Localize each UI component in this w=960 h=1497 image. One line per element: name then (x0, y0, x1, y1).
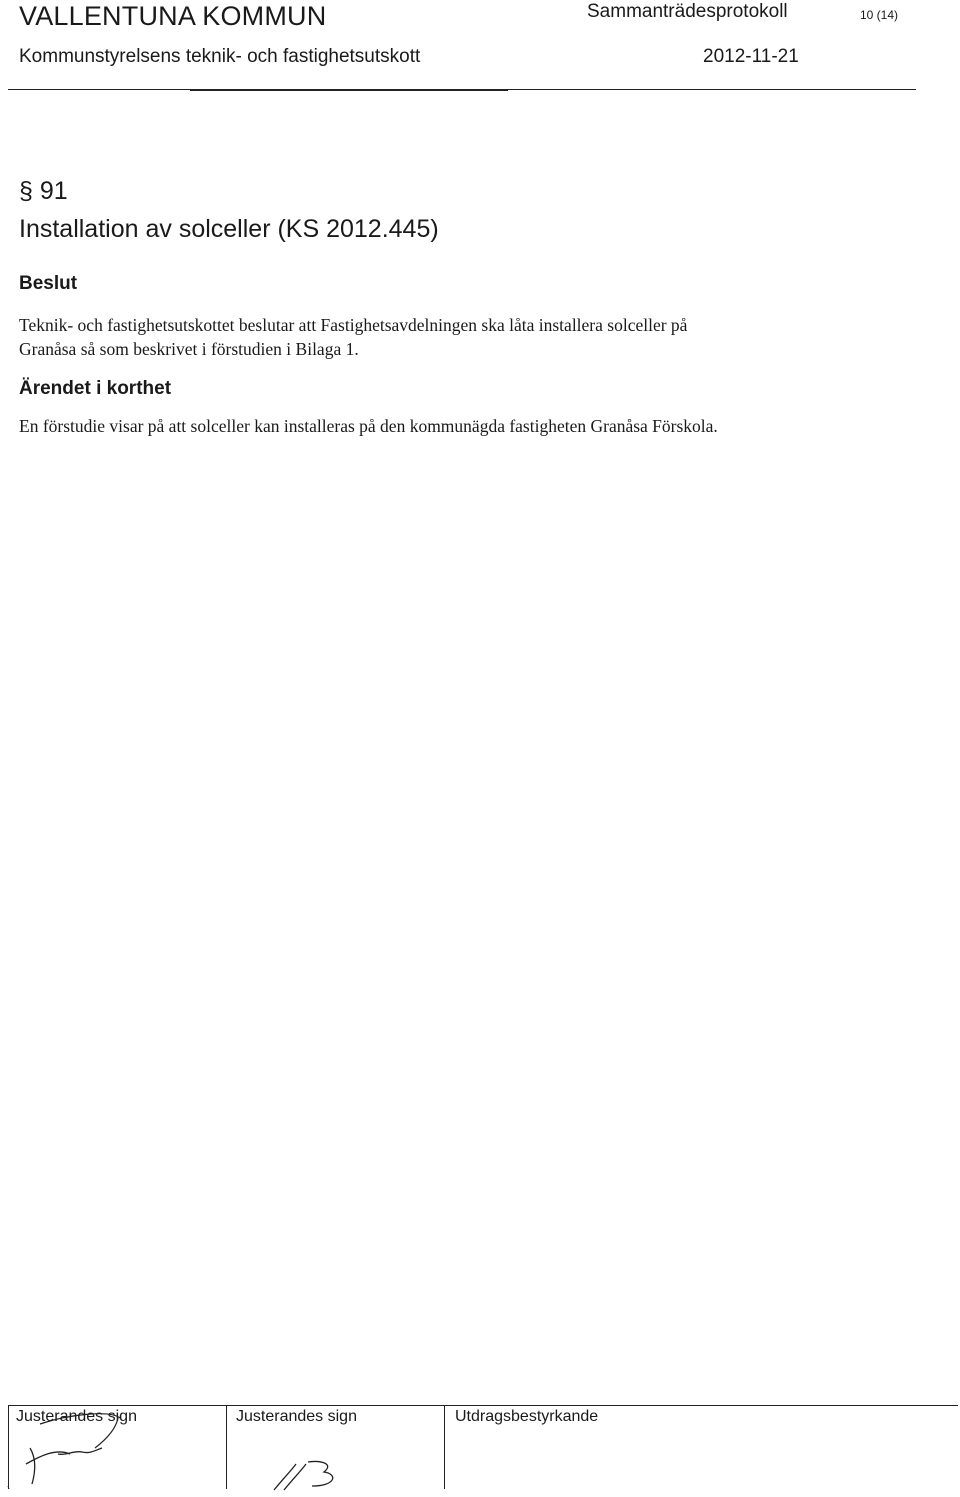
certification-label: Utdragsbestyrkande (455, 1408, 599, 1425)
section-title: Installation av solceller (KS 2012.445) (19, 215, 439, 243)
handwritten-signature-1 (0, 1388, 140, 1494)
signature-label-2: Justerandes sign (236, 1408, 357, 1425)
handwritten-signature-2 (268, 1452, 348, 1494)
municipality-name: VALLENTUNA KOMMUN (19, 1, 327, 31)
committee-name: Kommunstyrelsens teknik- och fastighetsutskott (19, 46, 421, 67)
section-number: § 91 (19, 177, 68, 205)
summary-text: En förstudie visar på att solceller kan installeras på den kommunägda fastigheten Granåsa Förskola. (19, 416, 718, 436)
decision-heading: Beslut (19, 273, 78, 294)
page-number: 10 (14) (860, 8, 899, 22)
summary-heading: Ärendet i korthet (19, 378, 172, 399)
decision-text-line-1: Teknik- och fastighetsutskottet beslutar att Fastighetsavdelningen ska låta installera solceller på (19, 315, 688, 335)
document-type: Sammanträdesprotokoll (587, 1, 788, 22)
signature-table-divider-2 (444, 1405, 445, 1489)
signature-table-divider-1 (226, 1405, 227, 1489)
signature-table-top-border (8, 1405, 958, 1406)
signature-label-1: Justerandes sign (16, 1408, 137, 1425)
header-divider-accent (190, 89, 508, 91)
meeting-date: 2012-11-21 (703, 46, 799, 67)
decision-text-line-2: Granåsa så som beskrivet i förstudien i Bilaga 1. (19, 339, 359, 359)
